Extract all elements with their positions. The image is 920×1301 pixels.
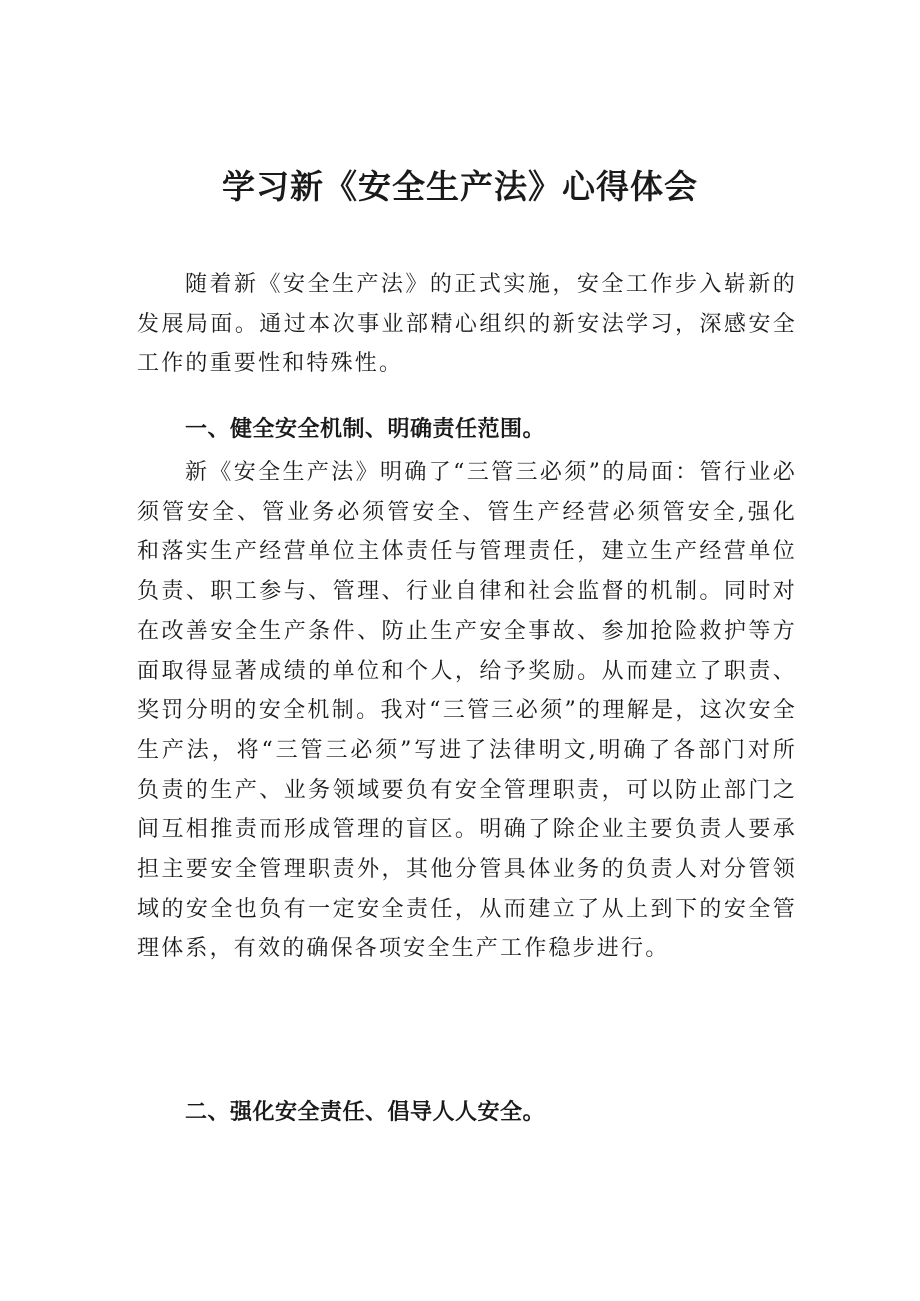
section-two-heading: 二、强化安全责任、倡导人人安全。 [185,1100,546,1125]
section-one-paragraph: 新《安全生产法》明确了“三管三必须”的局面：管行业必须管安全、管业务必须管安全、管生产经营必须管安全,强化和落实生产经营单位主体责任与管理责任，建立生产经营单位负责、职工参与、管理、行业自律和社会监督的机制。同时对在改善安全生产条件、防止生产安全事故、参加抢险救护等方面取得显著成绩的单位和个人，给予奖励。从而建立了职责、奖罚分明的安全机制。我对“三管三必须”的理解是，这次安全生产法，将“三管三必须”写进了法律明文,明确了各部门对所负责的生产、业务领域要负有安全管理职责，可以防止部门之间互相推责而形成管理的盲区。明确了除企业主要负责人要承担主要安全管理职责外，其他分管具体业务的负责人对分管领域的安全也负有一定安全责任，从而建立了从上到下的安全管理体系，有效的确保各项安全生产工作稳步进行。 [137,460,797,962]
document-title: 学习新《安全生产法》心得体会 [222,167,698,206]
intro-paragraph: 随着新《安全生产法》的正式实施，安全工作步入崭新的发展局面。通过本次事业部精心组织的新安法学习，深感安全工作的重要性和特殊性。 [137,272,797,377]
section-one-heading: 一、健全安全机制、明确责任范围。 [185,417,546,442]
